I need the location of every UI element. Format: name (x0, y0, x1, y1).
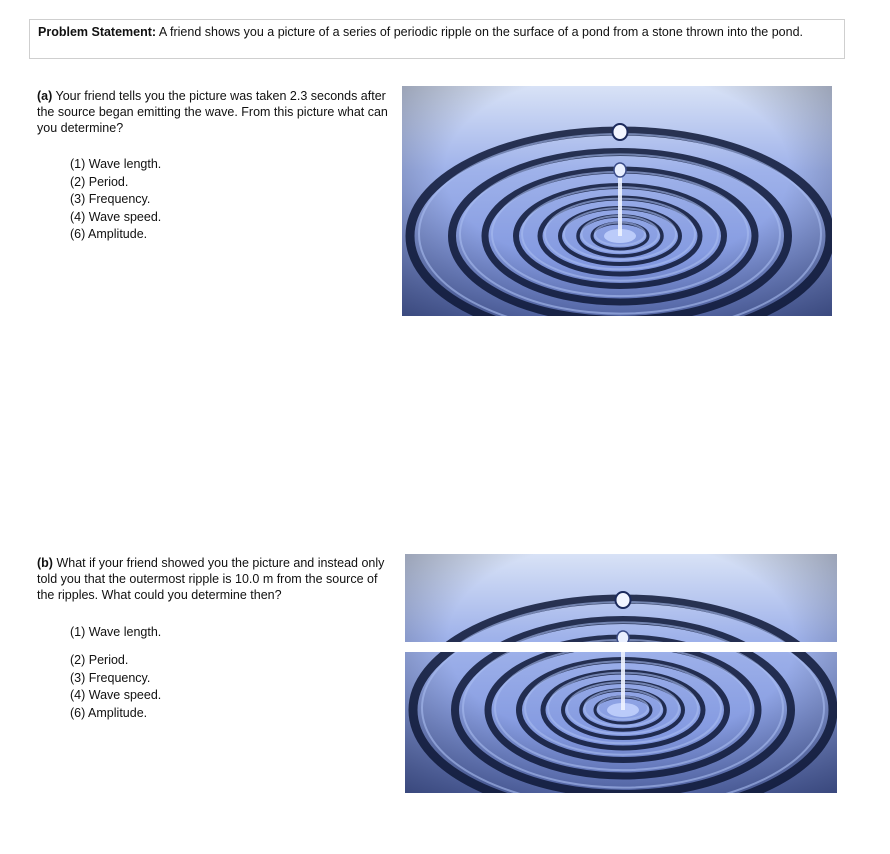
option-b-frequency: (3) Frequency. (70, 670, 151, 685)
question-a (37, 88, 397, 136)
question-a-text: Your friend tells you the picture was taken 2.3 seconds after the source began emitting the wave. From this picture what can you determine? (37, 89, 388, 135)
option-a-amplitude: (6) Amplitude. (70, 227, 148, 241)
ripple-photo-b-bottom (405, 652, 837, 793)
question-b (37, 555, 392, 603)
option-b-amplitude: (6) Amplitude. (70, 705, 148, 720)
options-a (70, 156, 161, 244)
option-a-period: (2) Period. (70, 174, 129, 189)
droplet (613, 124, 628, 140)
option-b-wavelength: (1) Wave length. (70, 625, 162, 639)
options-b (70, 652, 161, 722)
droplet (616, 592, 631, 608)
problem-statement (29, 19, 845, 59)
option-a-wave-speed: (4) Wave speed. (70, 209, 162, 224)
problem-text: A friend shows you a picture of a series of periodic ripple on the surface of a pond from a stone thrown into the pond. (156, 25, 804, 39)
option-b-period: (2) Period. (70, 653, 129, 667)
option-a-wavelength: (1) Wave length. (70, 157, 162, 171)
question-a-label: (a) (37, 89, 53, 103)
question-b-text: What if your friend showed you the picture and instead only told you that the outermost ripple is 10.0 m from the source of the ripples. What could you determine then? (37, 556, 385, 602)
option-b-wave-speed: (4) Wave speed. (70, 688, 162, 702)
ripple-photo-a (402, 86, 832, 316)
question-b-label: (b) (37, 556, 53, 570)
problem-label: Problem Statement: (38, 25, 157, 39)
droplet (614, 163, 626, 177)
droplet (617, 631, 629, 642)
option-a-frequency: (3) Frequency. (70, 192, 151, 206)
ripple-photo-b-top (405, 554, 837, 642)
options-b-first (70, 624, 161, 642)
